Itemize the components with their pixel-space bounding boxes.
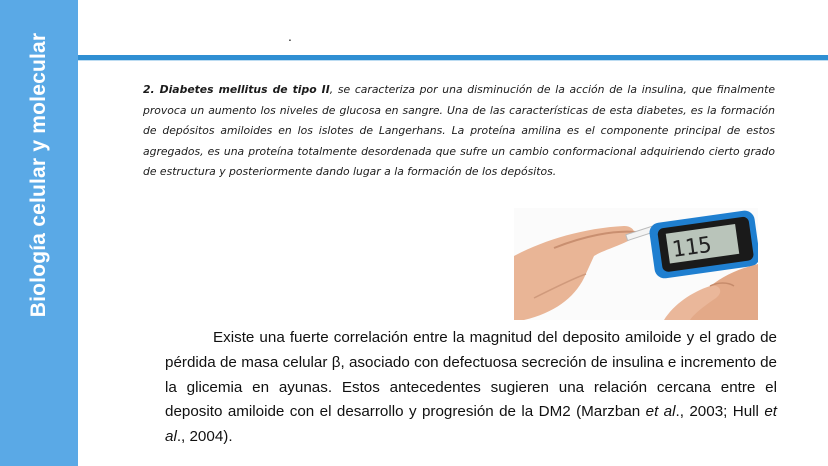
main-paragraph: Existe una fuerte correlación entre la magnitud del deposito amiloide y el grado de pérdida de masa celular β, asociado con defectuosa secreción de insulina e incremento de la glicemia en ayunas. Estos antecedentes sugieren una relación cercana entre el deposito amiloide con el desarrollo y progresión de la DM2 (Marzban et al., 2003; Hull et al., 2004). bbox=[165, 329, 777, 446]
sidebar bbox=[0, 0, 78, 466]
sidebar-title: Biología celular y molecular bbox=[27, 32, 50, 318]
excerpt-text: , se caracteriza por una disminución de la acción de la insulina, que finalmente provoca un aumento los niveles de glucosa en sangre. Una de las características de esta diabetes, es la formación de depósitos amiloides en los islotes de Langerhans. La proteína amilina es el componente principal de estos agregados, es una proteína totalmente desordenada que sufre un cambio conformacional adquiriendo cierto grado de estructura y posteriormente dando lugar a la formación de los depósitos. bbox=[143, 83, 775, 178]
excerpt-lead: 2. Diabetes mellitus de tipo II bbox=[143, 83, 330, 96]
header-divider bbox=[78, 55, 828, 60]
glucometer-reading: 115 bbox=[670, 232, 714, 263]
glucometer-photo bbox=[514, 208, 758, 320]
excerpt-paragraph bbox=[143, 80, 775, 183]
glucometer-illustration bbox=[514, 208, 758, 320]
header-dot: . bbox=[288, 28, 292, 44]
